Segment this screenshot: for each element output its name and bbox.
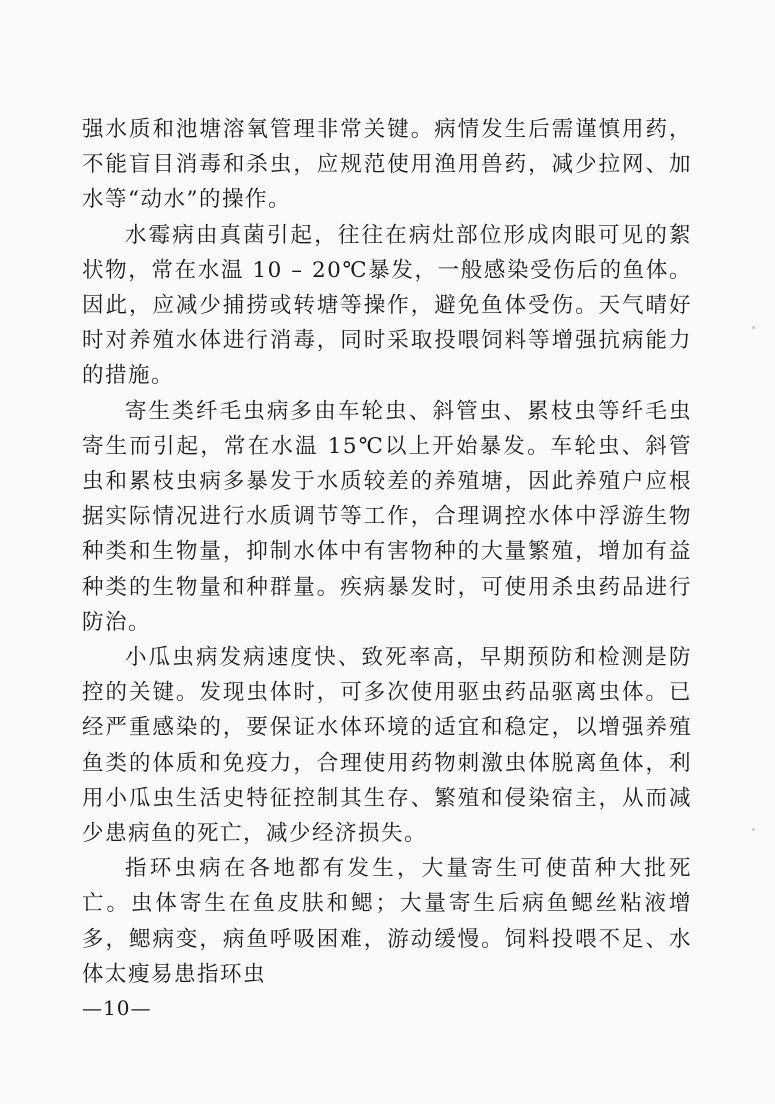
paragraph-water-mold: 水霉病由真菌引起，往往在病灶部位形成肉眼可见的絮状物，常在水温 10 – 20℃暴发，一般感染受伤后的鱼体。因此，应减少捕捞或转塘等操作，避免鱼体受伤。天气晴好时对养殖水体进行消毒，同时采取投喂饲料等增强抗病能力的措施。 <box>82 222 692 389</box>
margin-mark <box>752 828 755 831</box>
paragraph-ich: 小瓜虫病发病速度快、致死率高，早期预防和检测是防控的关键。发现虫体时，可多次使用驱虫药品驱离虫体。已经严重感染的，要保证水体环境的适宜和稳定，以增强养殖鱼类的体质和免疫力，合理使用药物刺激虫体脱离鱼体，利用小瓜虫生活史特征控制其生存、繁殖和侵染宿主，从而减少患病鱼的死亡，减少经济损失。 <box>82 645 692 847</box>
margin-mark <box>752 326 755 329</box>
paragraph-dactylogyrus: 指环虫病在各地都有发生，大量寄生可使苗种大批死亡。虫体寄生在鱼皮肤和鳃；大量寄生后病鱼鳃丝粘液增多，鳃病变，病鱼呼吸困难，游动缓慢。饲料投喂不足、水体太瘦易患指环虫 <box>82 856 692 987</box>
paragraph-continuation: 强水质和池塘溶氧管理非常关键。病情发生后需谨慎用药，不能盲目消毒和杀虫，应规范使用渔用兽药，减少拉网、加水等“动水”的操作。 <box>82 117 692 213</box>
page-number: —10— <box>82 996 152 1020</box>
paragraph-ciliate: 寄生类纤毛虫病多由车轮虫、斜管虫、累枝虫等纤毛虫寄生而引起，常在水温 15℃以上开始暴发。车轮虫、斜管虫和累枝虫病多暴发于水质较差的养殖塘，因此养殖户应根据实际情况进行水质调节等工作，合理调控水体中浮游生物种类和生物量，抑制水体中有害物种的大量繁殖，增加有益种类的生物量和种群量。疾病暴发时，可使用杀虫药品进行防治。 <box>82 398 692 635</box>
body-text <box>82 112 692 992</box>
